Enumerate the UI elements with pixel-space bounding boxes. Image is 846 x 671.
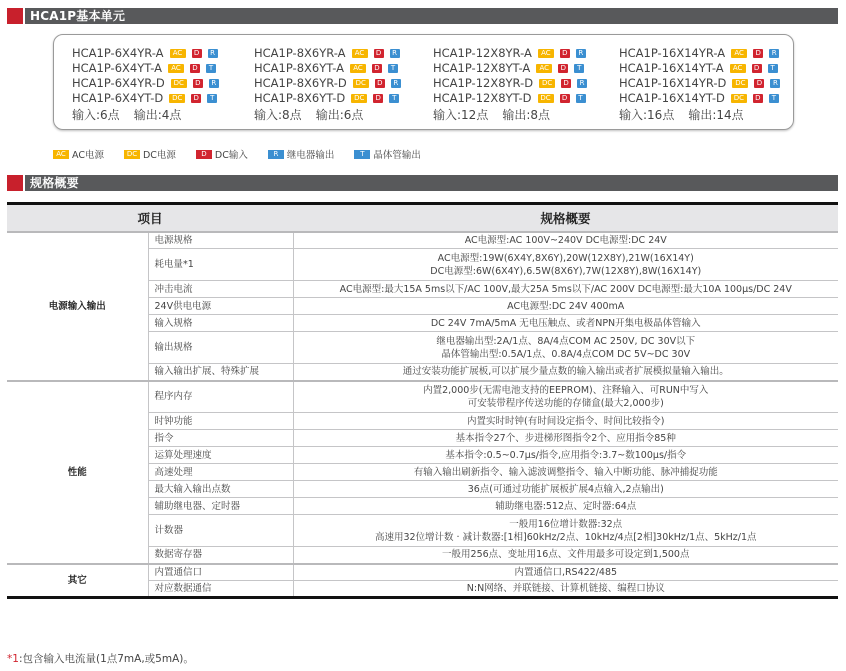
io-count bbox=[619, 107, 780, 123]
model-name: HCA1P-8X6YT-A bbox=[254, 61, 344, 75]
item-cell: 输入规格 bbox=[148, 315, 293, 332]
badge-legend bbox=[53, 147, 441, 161]
spec-value-cell bbox=[293, 581, 838, 598]
model-name: HCA1P-16X14YT-A bbox=[619, 61, 724, 75]
item-cell: 时钟功能 bbox=[148, 413, 293, 430]
spec-value-line: N:N网络、并联链接、计算机链接、编程口协议 bbox=[466, 583, 665, 594]
footnote-text: :包含输入电流量(1点7mA,或5mA)。 bbox=[18, 653, 194, 665]
io-count bbox=[254, 107, 401, 123]
badge-dc-icon: DC bbox=[731, 94, 747, 103]
model-group-6x4 bbox=[72, 46, 219, 123]
badge-dc-icon: DC bbox=[539, 79, 555, 88]
spec-value-cell bbox=[293, 298, 838, 315]
spec-value-line: 内置实时时钟(有时间设定指令、时间比较指令) bbox=[467, 415, 665, 427]
output-count: 输出:14点 bbox=[688, 108, 744, 122]
legend-item bbox=[53, 147, 104, 161]
column-header-spec: 规格概要 bbox=[293, 204, 838, 232]
model-entry bbox=[72, 46, 219, 61]
spec-value-line: 一般用256点、变址用16点、文件用最多可设定到1,500点 bbox=[442, 549, 690, 561]
spec-value-line: DC 24V 7mA/5mA 无电压触点、或者NPN开集电极晶体管输入 bbox=[430, 317, 701, 329]
badge-d-icon: D bbox=[193, 79, 203, 88]
spec-value-cell bbox=[293, 498, 838, 515]
legend-item bbox=[268, 147, 335, 161]
badge-dc-icon: DC bbox=[538, 94, 554, 103]
legend-label: 晶体管输出 bbox=[373, 150, 421, 161]
spec-value-cell bbox=[293, 547, 838, 564]
badge-ac-icon: AC bbox=[536, 64, 552, 73]
model-entry bbox=[72, 91, 219, 106]
model-entry bbox=[619, 61, 780, 76]
badge-t-icon: T bbox=[206, 64, 216, 73]
item-cell: 输出规格 bbox=[148, 332, 293, 364]
badge-d-icon: D bbox=[752, 64, 762, 73]
spec-value-line: 有输入输出刷新指令、输入滤波调整指令、输入中断功能、脉冲捕捉功能 bbox=[413, 466, 718, 478]
spec-value-line: AC电源型:AC 100V~240V DC电源型:DC 24V bbox=[464, 234, 667, 246]
table-row bbox=[7, 381, 838, 413]
model-entry bbox=[72, 76, 219, 91]
badge-d-icon: D bbox=[560, 49, 570, 58]
spec-table bbox=[7, 202, 838, 599]
table-row bbox=[7, 232, 838, 249]
model-entry bbox=[433, 61, 587, 76]
badge-t-icon: T bbox=[574, 64, 584, 73]
item-cell: 耗电量*1 bbox=[148, 249, 293, 281]
category-cell: 其它 bbox=[7, 564, 148, 598]
model-name: HCA1P-8X6YR-A bbox=[254, 46, 346, 60]
spec-value-line: 基本指令27个、步进梯形图指令2个、应用指令85种 bbox=[455, 432, 676, 444]
badge-d-icon: D bbox=[375, 79, 385, 88]
model-name: HCA1P-8X6YR-D bbox=[254, 76, 347, 90]
section-header-spec bbox=[7, 175, 838, 191]
badge-dc-icon: DC bbox=[351, 94, 367, 103]
input-count: 输入:12点 bbox=[433, 108, 489, 122]
spec-value-cell bbox=[293, 413, 838, 430]
badge-ac-icon: AC bbox=[731, 49, 747, 58]
model-entry bbox=[254, 76, 401, 91]
legend-item bbox=[124, 147, 176, 161]
spec-value-line: 可安装带程序传送功能的存储盒(最大2,000步) bbox=[467, 397, 664, 409]
badge-r-icon: R bbox=[209, 79, 219, 88]
spec-value-line: 36点(可通过功能扩展板扩展4点输入,2点输出) bbox=[467, 483, 664, 495]
item-cell: 程序内存 bbox=[148, 381, 293, 413]
badge-t-icon: T bbox=[388, 64, 398, 73]
model-name: HCA1P-12X8YR-A bbox=[433, 46, 532, 60]
item-cell: 对应数据通信 bbox=[148, 581, 293, 598]
badge-t-icon: T bbox=[389, 94, 399, 103]
badge-ac-icon: AC bbox=[538, 49, 554, 58]
spec-value-line: 通过安装功能扩展板,可以扩展少量点数的输入输出或者扩展模拟量输入输出。 bbox=[402, 366, 729, 378]
item-cell: 输入输出扩展、特殊扩展 bbox=[148, 364, 293, 381]
badge-r-icon: R bbox=[208, 49, 218, 58]
badge-d-icon: D bbox=[753, 94, 763, 103]
badge-ac-icon: AC bbox=[53, 150, 69, 159]
legend-label: AC电源 bbox=[72, 150, 104, 161]
badge-t-icon: T bbox=[769, 94, 779, 103]
spec-value-cell bbox=[293, 364, 838, 381]
spec-value-line: 继电器输出型:2A/1点、8A/4点COM AC 250V, DC 30V以下 bbox=[436, 335, 696, 347]
badge-d-icon: D bbox=[373, 94, 383, 103]
model-group-8x6 bbox=[254, 46, 401, 123]
input-count: 输入:6点 bbox=[72, 108, 120, 122]
model-name: HCA1P-6X4YT-D bbox=[72, 91, 164, 105]
spec-value-cell bbox=[293, 564, 838, 581]
model-name: HCA1P-6X4YR-A bbox=[72, 46, 164, 60]
badge-d-icon: D bbox=[374, 49, 384, 58]
footnote bbox=[7, 651, 194, 666]
spec-value-cell bbox=[293, 381, 838, 413]
badge-d-icon: D bbox=[372, 64, 382, 73]
model-entry bbox=[433, 46, 587, 61]
spec-value-cell bbox=[293, 249, 838, 281]
badge-ac-icon: AC bbox=[352, 49, 368, 58]
spec-value-line: 高速用32位增计数 · 减计数器:[1相]60kHz/2点、10kHz/4点[2相]30kHz/1点、5kHz/1点 bbox=[374, 531, 757, 543]
badge-ac-icon: AC bbox=[168, 64, 184, 73]
model-name: HCA1P-12X8YT-A bbox=[433, 61, 531, 75]
spec-value-line: 内置2,000步(无需电池支持的EEPROM)、注释输入、可RUN中写入 bbox=[423, 384, 709, 396]
item-cell: 电源规格 bbox=[148, 232, 293, 249]
item-cell: 冲击电流 bbox=[148, 281, 293, 298]
io-count bbox=[72, 107, 219, 123]
spec-value-line: 晶体管输出型:0.5A/1点、0.8A/4点COM DC 5V~DC 30V bbox=[441, 348, 691, 360]
item-cell: 辅助继电器、定时器 bbox=[148, 498, 293, 515]
badge-d-icon: D bbox=[753, 49, 763, 58]
badge-dc-icon: DC bbox=[171, 79, 187, 88]
input-count: 输入:8点 bbox=[254, 108, 302, 122]
badge-d-icon: D bbox=[190, 64, 200, 73]
badge-d-icon: D bbox=[192, 49, 202, 58]
model-name: HCA1P-6X4YR-D bbox=[72, 76, 165, 90]
badge-r-icon: R bbox=[576, 49, 586, 58]
badge-r-icon: R bbox=[769, 49, 779, 58]
table-row bbox=[7, 564, 838, 581]
spec-value-cell bbox=[293, 447, 838, 464]
badge-d-icon: D bbox=[560, 94, 570, 103]
badge-d-icon: D bbox=[196, 150, 212, 159]
column-header-item: 项目 bbox=[7, 204, 293, 232]
spec-value-line: AC电源型:DC 24V 400mA bbox=[507, 300, 625, 312]
spec-value-line: DC电源型:6W(6X4Y),6.5W(8X6Y),7W(12X8Y),8W(16X14Y) bbox=[430, 265, 702, 277]
badge-r-icon: R bbox=[391, 79, 401, 88]
badge-dc-icon: DC bbox=[353, 79, 369, 88]
item-cell: 内置通信口 bbox=[148, 564, 293, 581]
table-header-row bbox=[7, 204, 838, 232]
output-count: 输出:4点 bbox=[133, 108, 182, 122]
item-cell: 指令 bbox=[148, 430, 293, 447]
section-marker-icon bbox=[7, 8, 23, 24]
badge-t-icon: T bbox=[576, 94, 586, 103]
spec-value-cell bbox=[293, 281, 838, 298]
model-name: HCA1P-12X8YR-D bbox=[433, 76, 534, 90]
badge-ac-icon: AC bbox=[350, 64, 366, 73]
model-entry bbox=[619, 46, 780, 61]
badge-dc-icon: DC bbox=[169, 94, 185, 103]
input-count: 输入:16点 bbox=[619, 108, 675, 122]
model-entry bbox=[254, 61, 401, 76]
badge-r-icon: R bbox=[390, 49, 400, 58]
model-name: HCA1P-12X8YT-D bbox=[433, 91, 532, 105]
badge-r-icon: R bbox=[268, 150, 284, 159]
item-cell: 高速处理 bbox=[148, 464, 293, 481]
badge-r-icon: R bbox=[770, 79, 780, 88]
io-count bbox=[433, 107, 587, 123]
model-entry bbox=[619, 91, 780, 106]
category-cell: 性能 bbox=[7, 381, 148, 564]
model-entry bbox=[72, 61, 219, 76]
model-entry bbox=[433, 76, 587, 91]
badge-t-icon: T bbox=[354, 150, 370, 159]
badge-t-icon: T bbox=[207, 94, 217, 103]
item-cell: 最大输入输出点数 bbox=[148, 481, 293, 498]
spec-value-line: AC电源型:19W(6X4Y,8X6Y),20W(12X8Y),21W(16X14Y) bbox=[437, 252, 694, 264]
spec-value-line: AC电源型:最大15A 5ms以下/AC 100V,最大25A 5ms以下/AC 200V DC电源型:最大10A 100μs/DC 24V bbox=[339, 283, 792, 295]
model-entry bbox=[619, 76, 780, 91]
item-cell: 计数器 bbox=[148, 515, 293, 547]
legend-label: DC输入 bbox=[214, 150, 248, 161]
badge-t-icon: T bbox=[768, 64, 778, 73]
model-name: HCA1P-16X14YR-D bbox=[619, 76, 727, 90]
output-count: 输出:8点 bbox=[502, 108, 551, 122]
model-name: HCA1P-16X14YT-D bbox=[619, 91, 725, 105]
model-name: HCA1P-16X14YR-A bbox=[619, 46, 726, 60]
category-cell: 电源输入输出 bbox=[7, 232, 148, 381]
badge-d-icon: D bbox=[561, 79, 571, 88]
section-marker-icon bbox=[7, 175, 23, 191]
badge-r-icon: R bbox=[577, 79, 587, 88]
badge-dc-icon: DC bbox=[124, 150, 140, 159]
spec-value-line: 一般用16位增计数器:32点 bbox=[509, 518, 623, 530]
badge-dc-icon: DC bbox=[732, 79, 748, 88]
badge-d-icon: D bbox=[558, 64, 568, 73]
badge-d-icon: D bbox=[191, 94, 201, 103]
legend-item bbox=[196, 147, 248, 161]
badge-ac-icon: AC bbox=[170, 49, 186, 58]
footnote-marker: *1 bbox=[7, 653, 19, 665]
model-entry bbox=[254, 91, 401, 106]
spec-value-cell bbox=[293, 481, 838, 498]
spec-value-cell bbox=[293, 232, 838, 249]
item-cell: 24V供电电源 bbox=[148, 298, 293, 315]
spec-value-cell bbox=[293, 315, 838, 332]
legend-item bbox=[354, 147, 421, 161]
model-entry bbox=[254, 46, 401, 61]
badge-ac-icon: AC bbox=[730, 64, 746, 73]
legend-label: DC电源 bbox=[142, 150, 176, 161]
badge-d-icon: D bbox=[754, 79, 764, 88]
model-name: HCA1P-8X6YT-D bbox=[254, 91, 346, 105]
spec-value-cell bbox=[293, 464, 838, 481]
model-entry bbox=[433, 91, 587, 106]
section-title: 规格概要 bbox=[25, 175, 838, 191]
legend-label: 继电器输出 bbox=[286, 150, 335, 161]
spec-value-line: 辅助继电器:512点、定时器:64点 bbox=[495, 500, 637, 512]
spec-value-cell bbox=[293, 332, 838, 364]
spec-value-cell bbox=[293, 515, 838, 547]
spec-value-line: 基本指令:0.5~0.7μs/指令,应用指令:3.7~数100μs/指令 bbox=[445, 449, 687, 461]
models-panel bbox=[53, 34, 794, 130]
item-cell: 运算处理速度 bbox=[148, 447, 293, 464]
spec-value-cell bbox=[293, 430, 838, 447]
section-header-basic-units bbox=[7, 8, 838, 24]
item-cell: 数据寄存器 bbox=[148, 547, 293, 564]
model-group-12x8 bbox=[433, 46, 587, 123]
model-name: HCA1P-6X4YT-A bbox=[72, 61, 162, 75]
model-group-16x14 bbox=[619, 46, 780, 123]
output-count: 输出:6点 bbox=[315, 108, 364, 122]
spec-value-line: 内置通信口,RS422/485 bbox=[514, 566, 618, 578]
section-title: HCA1P基本单元 bbox=[25, 8, 838, 24]
